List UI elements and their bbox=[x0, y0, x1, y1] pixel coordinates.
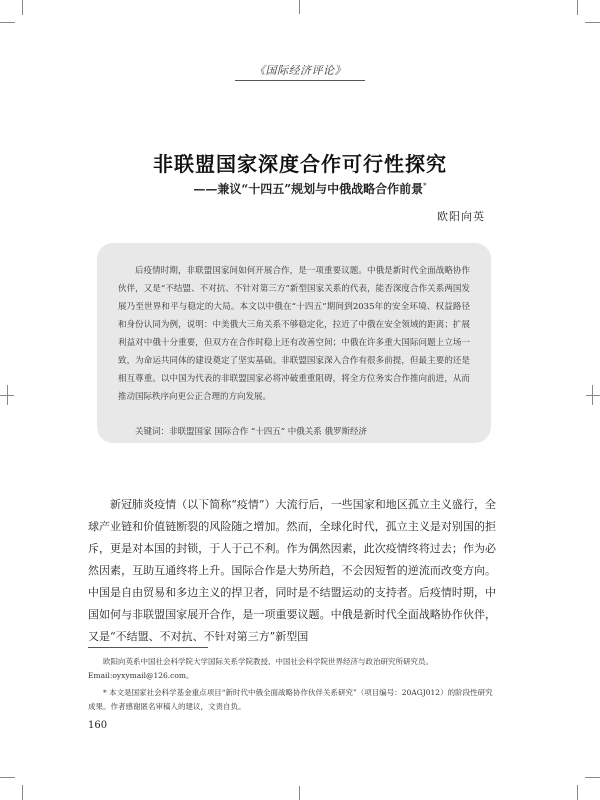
footnote-author: 欧阳向英系中国社会科学院大学国际关系学院教授、中国社会科学院世界经济与政治研究所研究员。Email:oyxymail@126.com。 bbox=[88, 657, 433, 680]
crop-mark-top-left-h bbox=[0, 22, 15, 23]
crop-mark-top-right-h bbox=[585, 22, 600, 23]
footnote-rule bbox=[88, 647, 208, 648]
footnote-funding: * 本文是国家社会科学基金重点项目“新时代中俄全面战略协作伙伴关系研究”（项目编号：20AGJ012）的阶段性研究成果。作者感谢匿名审稿人的建议，文责自负。 bbox=[88, 688, 493, 711]
journal-header: 《国际经济评论》 bbox=[254, 64, 346, 77]
crop-mark-right-center-h bbox=[586, 395, 600, 396]
crop-mark-bottom-left-h bbox=[0, 777, 15, 778]
crop-mark-left-center-v bbox=[7, 385, 8, 405]
article-subtitle bbox=[160, 180, 460, 197]
subtitle-footnote-mark: * bbox=[423, 182, 427, 190]
abstract-text: 后疫情时期，非联盟国家间如何开展合作，是一项重要议题。中俄是新时代全面战略协作伙伴，又是“不结盟、不对抗、不针对第三方”新型国家关系的代表，能否深度合作关系两国发展乃至世界和平与稳定的大局。本文以中俄在“十四五”期间到2035年的安全环境、权益路径和身份认同为例，说明：中美俄大三角关系不够稳定化，拉近了中俄在安全领域的距离；扩展利益对中俄十分重要，但双方在合作时稳上还有改善空间；中俄在许多重大国际问题上立场一致，为命运共同体的建设奠定了坚实基础。非联盟国家深入合作有很多前提，但最主要的还是相互尊重。以中国为代表的非联盟国家必将冲破重重阻碍，将全方位务实合作推向前进，从而推动国际秩序向更公正合理的方向发展。 bbox=[118, 266, 470, 402]
crop-mark-bottom-right-v bbox=[577, 785, 578, 800]
page-number: 160 bbox=[88, 720, 108, 731]
keywords: 关键词：非联盟国家 国际合作 “十四五” 中俄关系 俄罗斯经济 bbox=[135, 427, 368, 437]
header-rule bbox=[235, 80, 365, 81]
article-title: 非联盟国家深度合作可行性探究 bbox=[153, 152, 447, 176]
subtitle-text: ——兼议“十四五”规划与中俄战略合作前景 bbox=[193, 182, 424, 196]
crop-mark-top-left-v bbox=[22, 0, 23, 15]
crop-mark-top-right-v bbox=[577, 0, 578, 15]
author-name: 欧阳向英 bbox=[437, 210, 485, 223]
crop-mark-top-center bbox=[299, 0, 300, 14]
crop-mark-bottom-center bbox=[299, 786, 300, 800]
body-paragraph: 新冠肺炎疫情（以下简称“疫情”）大流行后，一些国家和地区孤立主义盛行，全球产业链和价值链断裂的风险随之增加。然而，全球化时代，孤立主义是对别国的拒斥，更是对本国的封锁，于人于己不利。作为偶然因素，此次疫情终将过去；作为必然因素，互助互通终将上升。国际合作是大势所趋，不会因短暂的逆流而改变方向。中国是自由贸易和多边主义的捍卫者，同时是不结盟运动的支持者。后疫情时期，中国如何与非联盟国家展开合作，是一项重要议题。中俄是新时代全面战略协作伙伴，又是“不结盟、不对抗、不针对第三方”新型国 bbox=[88, 498, 496, 643]
crop-mark-bottom-left-v bbox=[22, 785, 23, 800]
crop-mark-right-center-v bbox=[592, 385, 593, 405]
crop-mark-bottom-right-h bbox=[585, 777, 600, 778]
